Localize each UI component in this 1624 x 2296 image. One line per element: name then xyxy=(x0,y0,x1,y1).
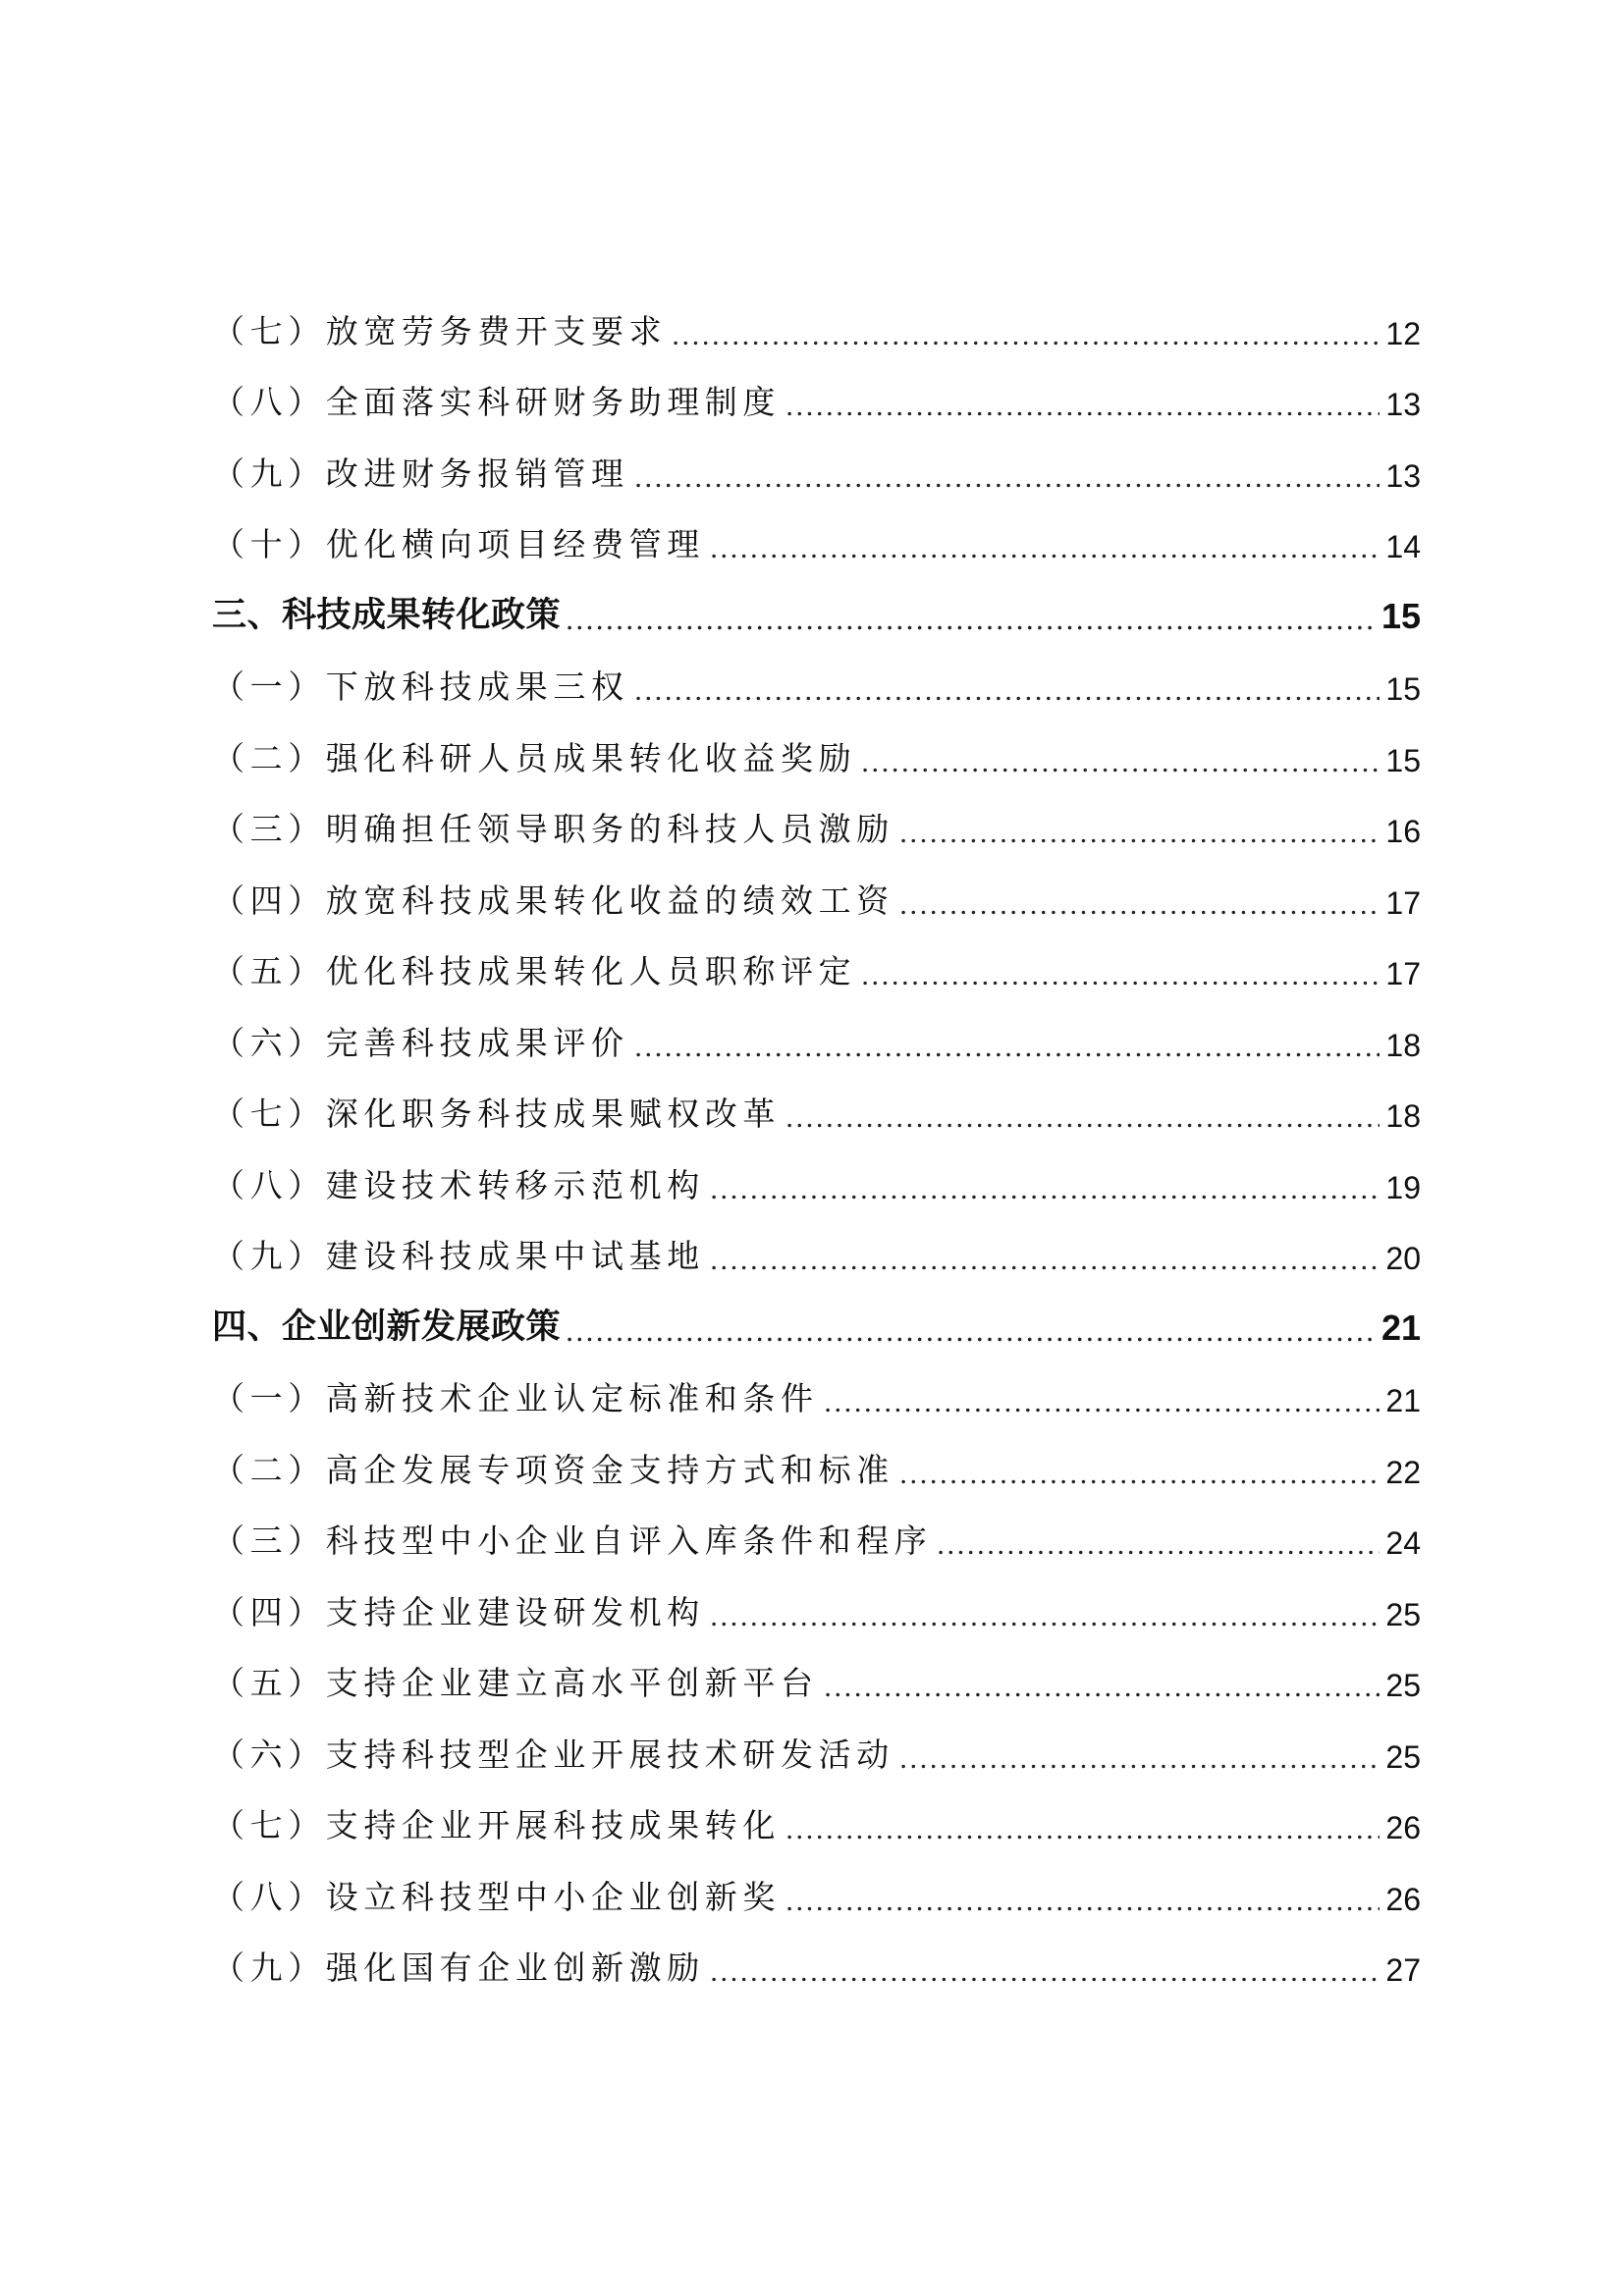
toc-page-number: 20 xyxy=(1385,1241,1421,1276)
toc-entry-title: （二）强化科研人员成果转化收益奖励 xyxy=(212,738,857,777)
toc-page-number: 19 xyxy=(1385,1169,1421,1205)
toc-entry-title: （六）支持科技型企业开展技术研发活动 xyxy=(212,1735,894,1774)
dot-leader xyxy=(709,1265,1380,1270)
toc-page-number: 13 xyxy=(1385,387,1421,422)
toc-entry-title: （三）科技型中小企业自评入库条件和程序 xyxy=(212,1522,933,1560)
dot-leader xyxy=(823,1408,1380,1413)
toc-entry[interactable] xyxy=(212,1574,1421,1645)
toc-page-number: 25 xyxy=(1385,1596,1421,1632)
toc-page-number: 17 xyxy=(1385,884,1421,921)
toc-entry[interactable] xyxy=(212,1645,1421,1717)
toc-entry-title: （四）支持企业建设研发机构 xyxy=(212,1592,705,1631)
toc-section-heading[interactable] xyxy=(212,1289,1421,1361)
toc-page-number: 21 xyxy=(1380,1307,1421,1348)
toc-page-number: 22 xyxy=(1385,1454,1421,1490)
toc-page-number: 25 xyxy=(1385,1738,1421,1775)
toc-entry-title: （一）高新技术企业认定标准和条件 xyxy=(212,1379,819,1417)
dot-leader xyxy=(785,1835,1380,1840)
dot-leader xyxy=(785,1123,1380,1128)
dot-leader xyxy=(565,625,1376,630)
toc-entry[interactable] xyxy=(212,1431,1421,1503)
dot-leader xyxy=(860,768,1380,773)
toc-page-number: 15 xyxy=(1385,671,1421,707)
toc-section-heading[interactable] xyxy=(212,577,1421,649)
toc-entry-title: （七）支持企业开展科技成果转化 xyxy=(212,1806,781,1844)
toc-page-number: 18 xyxy=(1385,1027,1421,1063)
toc-page-number: 15 xyxy=(1385,742,1421,778)
dot-leader xyxy=(709,1622,1380,1627)
dot-leader xyxy=(633,696,1380,701)
toc-entry[interactable] xyxy=(212,1930,1421,2002)
toc-entry[interactable] xyxy=(212,1076,1421,1148)
toc-entry[interactable] xyxy=(212,1218,1421,1290)
toc-entry[interactable] xyxy=(212,1004,1421,1076)
dot-leader xyxy=(936,1550,1380,1555)
toc-entry[interactable] xyxy=(212,1858,1421,1930)
toc-page-number: 24 xyxy=(1385,1525,1421,1561)
toc-page-number: 16 xyxy=(1385,814,1421,849)
toc-entry[interactable] xyxy=(212,862,1421,934)
toc-page-number: 25 xyxy=(1385,1668,1421,1703)
toc-entry-title: （三）明确担任领导职务的科技人员激励 xyxy=(212,810,894,848)
toc-entry[interactable] xyxy=(212,934,1421,1005)
toc-entry[interactable] xyxy=(212,720,1421,791)
dot-leader xyxy=(860,981,1380,986)
toc-entry[interactable] xyxy=(212,507,1421,578)
toc-entry-title: （五）支持企业建立高水平创新平台 xyxy=(212,1664,819,1702)
toc-entry-title: （九）强化国有企业创新激励 xyxy=(212,1949,705,1987)
dot-leader xyxy=(785,1906,1380,1911)
toc-entry-title: （二）高企发展专项资金支持方式和标准 xyxy=(212,1450,894,1489)
toc-entry[interactable] xyxy=(212,1788,1421,1859)
dot-leader xyxy=(709,554,1380,559)
toc-page-number: 27 xyxy=(1385,1952,1421,1988)
toc-page-number: 21 xyxy=(1385,1383,1421,1418)
toc-entry[interactable] xyxy=(212,435,1421,507)
dot-leader xyxy=(898,1479,1380,1484)
toc-entry-title: （九）建设科技成果中试基地 xyxy=(212,1237,705,1275)
toc-entry-title: （五）优化科技成果转化人员职称评定 xyxy=(212,952,857,990)
dot-leader xyxy=(633,1052,1380,1057)
toc-entry[interactable] xyxy=(212,1716,1421,1788)
dot-leader xyxy=(898,1764,1380,1769)
dot-leader xyxy=(823,1692,1380,1697)
toc-page-number: 26 xyxy=(1385,1881,1421,1917)
toc-page-number: 15 xyxy=(1380,595,1421,636)
toc-page-number: 17 xyxy=(1385,956,1421,991)
table-of-contents xyxy=(212,293,1421,2001)
toc-entry-title: （十）优化横向项目经费管理 xyxy=(212,525,705,563)
toc-page-number: 12 xyxy=(1385,315,1421,351)
toc-page-number: 26 xyxy=(1385,1810,1421,1845)
toc-entry-title: （八）建设技术转移示范机构 xyxy=(212,1165,705,1204)
toc-entry-title: 四、企业创新发展政策 xyxy=(212,1307,562,1347)
toc-entry[interactable] xyxy=(212,1503,1421,1575)
dot-leader xyxy=(633,483,1380,488)
dot-leader xyxy=(709,1195,1380,1200)
dot-leader xyxy=(565,1337,1376,1342)
dot-leader xyxy=(671,341,1380,346)
toc-entry[interactable] xyxy=(212,293,1421,364)
dot-leader xyxy=(785,411,1380,416)
toc-entry-title: （八）全面落实科研财务助理制度 xyxy=(212,383,781,421)
toc-entry[interactable] xyxy=(212,649,1421,721)
toc-page-number: 13 xyxy=(1385,457,1421,494)
toc-entry-title: 三、科技成果转化政策 xyxy=(212,595,562,635)
toc-entry[interactable] xyxy=(212,1147,1421,1218)
toc-entry-title: （六）完善科技成果评价 xyxy=(212,1023,629,1062)
dot-leader xyxy=(898,838,1380,843)
toc-entry[interactable] xyxy=(212,1361,1421,1432)
toc-entry-title: （四）放宽科技成果转化收益的绩效工资 xyxy=(212,881,894,920)
toc-entry-title: （七）深化职务科技成果赋权改革 xyxy=(212,1095,781,1133)
toc-entry-title: （一）下放科技成果三权 xyxy=(212,667,629,706)
toc-entry-title: （九）改进财务报销管理 xyxy=(212,454,629,493)
toc-entry[interactable] xyxy=(212,364,1421,436)
dot-leader xyxy=(898,910,1380,915)
toc-entry-title: （八）设立科技型中小企业创新奖 xyxy=(212,1877,781,1916)
toc-entry[interactable] xyxy=(212,791,1421,863)
dot-leader xyxy=(709,1977,1380,1982)
toc-entry-title: （七）放宽劳务费开支要求 xyxy=(212,311,668,350)
toc-page-number: 14 xyxy=(1385,529,1421,564)
toc-page-number: 18 xyxy=(1385,1098,1421,1134)
